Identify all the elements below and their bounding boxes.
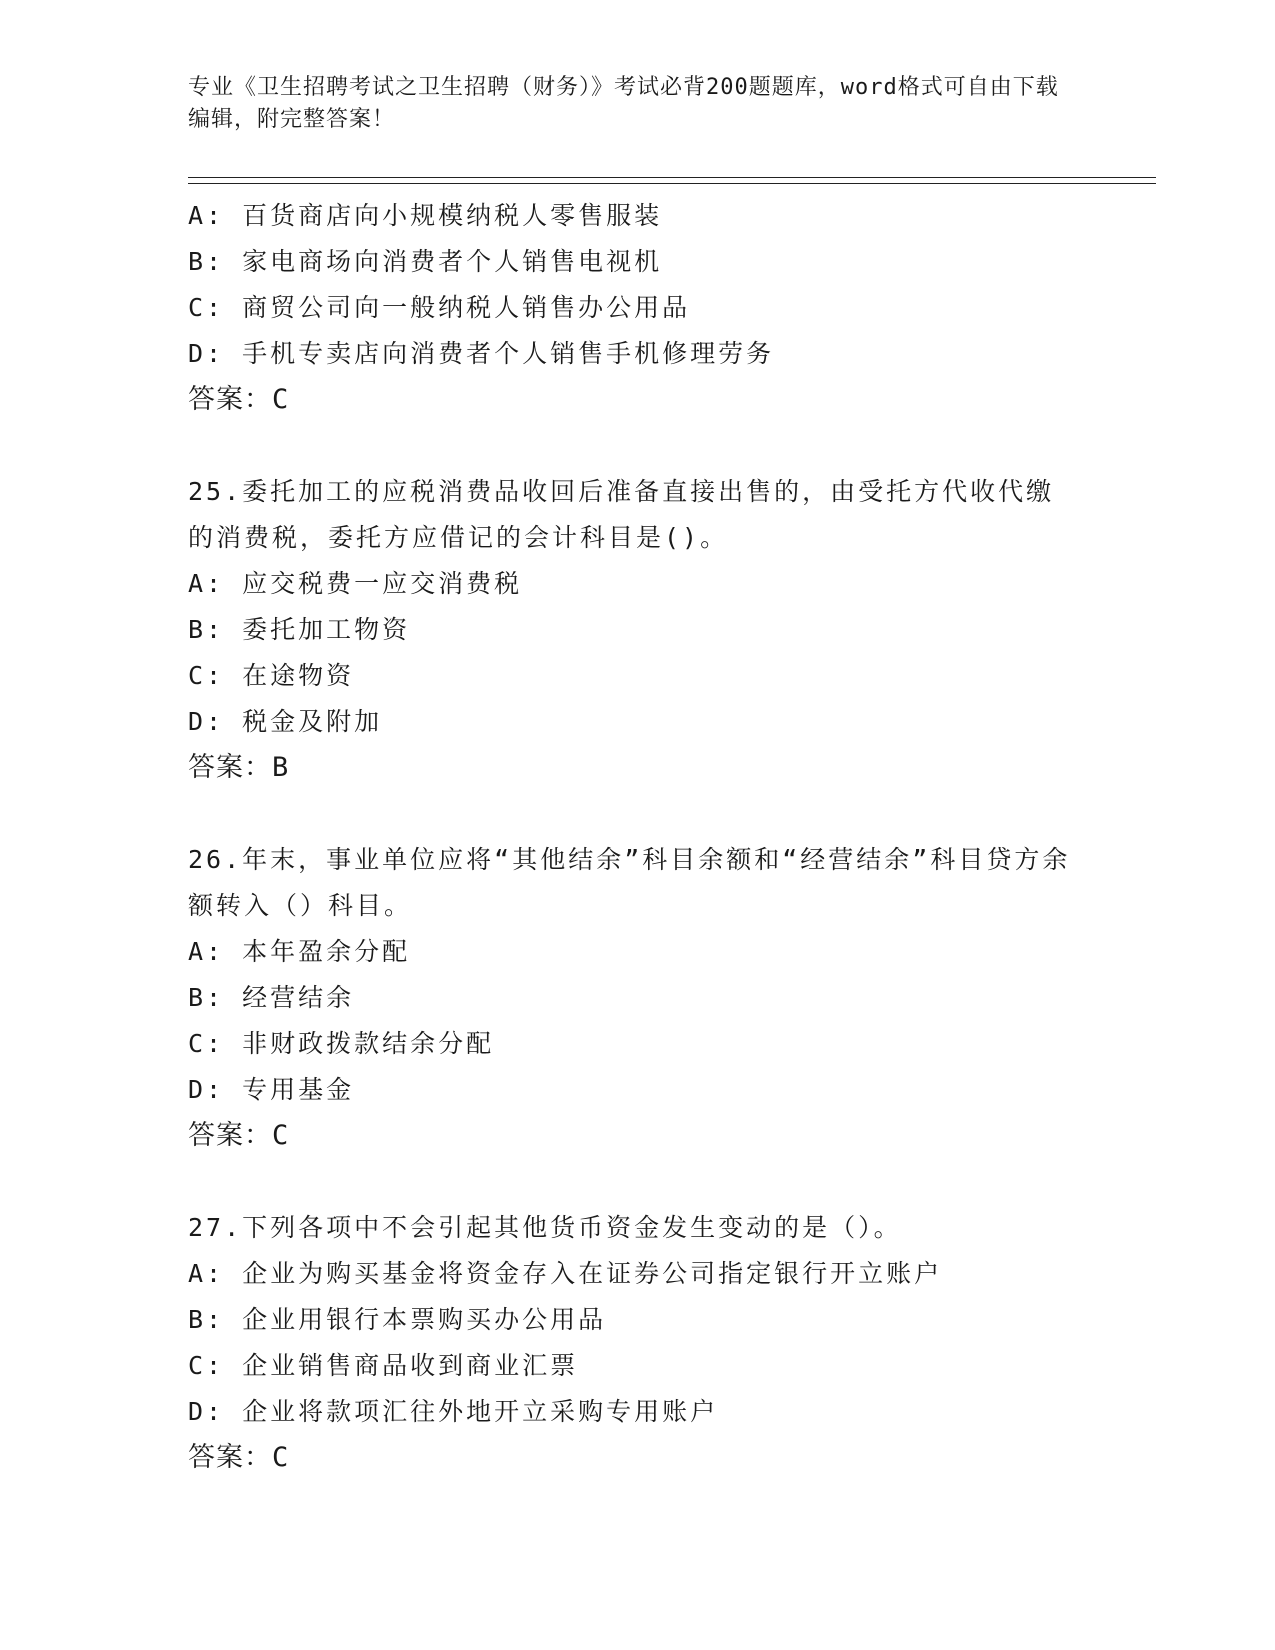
question-block-27: [188, 1205, 1078, 1481]
question-stem: 27.下列各项中不会引起其他货币资金发生变动的是（）。: [188, 1213, 902, 1242]
question-block-25: [188, 469, 1078, 791]
option-d: D: 企业将款项汇往外地开立采购专用账户: [188, 1397, 719, 1426]
option-d: D: 税金及附加: [188, 707, 383, 736]
option-a: A: 企业为购买基金将资金存入在证券公司指定银行开立账户: [188, 1259, 943, 1288]
header-divider-bottom: [188, 183, 1156, 184]
option-c: C: 在途物资: [188, 661, 355, 690]
option-b: B: 家电商场向消费者个人销售电视机: [188, 247, 663, 276]
header-divider-top: [188, 177, 1156, 178]
option-d: D: 手机专卖店向消费者个人销售手机修理劳务: [188, 339, 775, 368]
option-a: A: 本年盈余分配: [188, 937, 411, 966]
question-stem: 25.委托加工的应税消费品收回后准备直接出售的，由受托方代收代缴的消费税，委托方应借记的会计科目是()。: [188, 477, 1055, 552]
option-b: B: 经营结余: [188, 983, 355, 1012]
question-block-26: [188, 837, 1078, 1159]
option-a: A: 百货商店向小规模纳税人零售服装: [188, 201, 663, 230]
option-a: A: 应交税费一应交消费税: [188, 569, 523, 598]
option-c: C: 商贸公司向一般纳税人销售办公用品: [188, 293, 691, 322]
document-header: 专业《卫生招聘考试之卫生招聘（财务）》考试必背200题题库，word格式可自由下载编辑，附完整答案！: [188, 75, 1059, 132]
answer-line: 答案：C: [188, 1120, 290, 1151]
option-c: C: 非财政拨款结余分配: [188, 1029, 495, 1058]
answer-line: 答案：B: [188, 752, 290, 783]
option-b: B: 企业用银行本票购买办公用品: [188, 1305, 607, 1334]
option-c: C: 企业销售商品收到商业汇票: [188, 1351, 579, 1380]
answer-line: 答案：C: [188, 384, 290, 415]
option-d: D: 专用基金: [188, 1075, 355, 1104]
option-b: B: 委托加工物资: [188, 615, 411, 644]
question-stem: 26.年末，事业单位应将“其他结余”科目余额和“经营结余”科目贷方余额转入（）科目。: [188, 845, 1071, 920]
answer-line: 答案：C: [188, 1442, 290, 1473]
question-block-partial: [188, 193, 1078, 423]
question-list: [188, 193, 1078, 1481]
